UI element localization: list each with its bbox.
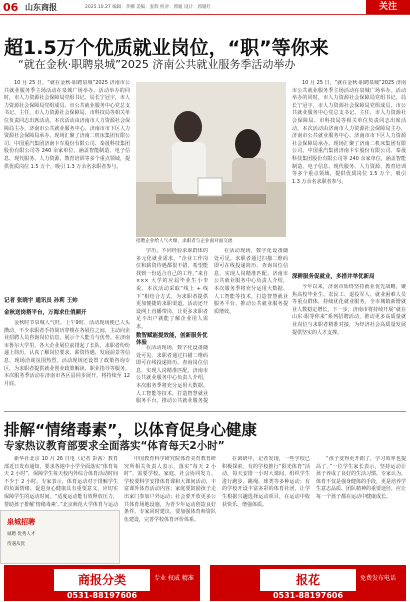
mini-ad-line2: 待遇从优 (7, 542, 25, 547)
story1-column-4 (214, 248, 288, 406)
story2-subheadline: 专家热议教育部要求全面落实“体育每天2小时” (4, 440, 225, 452)
page-number: 06 (3, 1, 19, 14)
story-divider (4, 411, 406, 412)
story2-column-4 (316, 456, 406, 562)
story1-col4-text: 在活动现场，数字化设备随处可见。求职者通过扫描二维码即可在线投递简历、查询岗位信息，实现人岗精准匹配。济南市公共就业服务中心负责人介绍，本次服务季将充分运用大数据、人工智能等技术，打造智慧就业服务平台，推动公共就业服务提质增效。 (214, 248, 288, 315)
mini-ad-line1: 诚聘 优秀人才 (7, 532, 36, 537)
story1-col6-text: 今年以来，济南市始终坚持就业优先战略，聚焦高校毕业生、农民工、退役军人、就业困难人员等重点群体，持续优化就业服务，全市城镇新增就业人数稳定增长。下一步，济南市将持续开展“就在山东·职等你来”系列招聘活动，推动更多高质量就业岗位与求职者精准对接，为经济社会高质量发展提供坚实的人才支撑。 (292, 284, 406, 336)
classified-ad-left-phone: 0531-88197606 (66, 591, 138, 600)
section-label: 关注 (366, 0, 410, 14)
story1-column-6 (292, 284, 406, 406)
story1-column-3b (136, 345, 208, 405)
story1-column-3 (136, 248, 208, 330)
story2-column-2 (124, 456, 216, 562)
classified-ad-right-tag: 免费发布电话 (360, 575, 397, 582)
classified-ad-left-tag: 专业 权威 精准 (154, 575, 194, 582)
story1-reporter: 记者 张晓宇 通讯员 孙莉 王帅 (4, 298, 78, 304)
story1-photo (136, 82, 286, 237)
story1-col1-text: 10 月 25 日，“就在金秋·职聘泉城”2025 济南市公共就业服务季主场活动在泉城广场举办。活动举办的同时，市人力资源社会保障局党组书记、局长宁冠宇，市人力资源社会保障局党组成员、市公共就业服务中心党总支书记、主任，市人力资源社会保障局、市科技局等相关单位负责同志出席活动。本次活动由济南市人力资源社会保障局主办，济南市公共就业服务中心、济南市市下区人力资源社会保障局承办。现场汇聚了济南二机床集团有限公司、中国重汽集团济南卡车股份有限公司、泰晟科技集团股份有限公司等 240 余家单位，涵盖智能制造、电子信息、现代服务、人力资源、教育培训等多个重点领域，提供优质岗位 1.5 万个，吸引 1.3 万余名求职者参与。 (4, 80, 130, 170)
story1-photo-caption: 招聘企业给人气火爆，求职者与企业面对面交流 (136, 239, 233, 244)
story1-col4-text-a: 在活动现场，数字化设备随处可见。求职者通过扫描二维码即可在线投递简历、查询岗位信息，实现人岗精准匹配。济南市公共就业服务中心负责人介绍，本次服务季将充分运用大数据、人工智能等技术，打造智慧就业服务平台，推动公共就业服务提 (136, 345, 208, 405)
mini-advertisement (0, 510, 120, 564)
story2-headline: 排解“情绪毒素”，以体育促身心健康 (4, 421, 257, 439)
masthead (0, 0, 410, 15)
story1-headline: 超1.5万个优质就业岗位，“职”等你来 (4, 37, 329, 59)
story2-col4-text: “孩子变得更开朗了，学习效率也提高了。”一位学生家长表示，坚持运动让孩子养成了良好的生活习惯。专家认为，体育不仅是强身健体的手段，更是培养学生意志品质、团队精神的重要途径，应让每一个孩子都在运动中健康成长。 (316, 456, 406, 500)
story1-column-5 (292, 80, 406, 270)
story1-col5-text: 10 月 25 日，“就在金秋·职聘泉城”2025 济南市公共就业服务季主场活动在泉城广场举办。活动举办的同时，市人力资源社会保障局党组书记、局长宁冠宇，市人力资源社会保障局党组成员、市公共就业服务中心党总支书记、主任，市人力资源社会保障局、市科技局等相关单位负责同志出席活动。本次活动由济南市人力资源社会保障局主办，济南市公共就业服务中心、济南市市下区人力资源社会保障局承办。现场汇聚了济南二机床集团有限公司、中国重汽集团济南卡车股份有限公司、泰晟科技集团股份有限公司等 240 余家单位，涵盖智能制造、电子信息、现代服务、人力资源、教育培训等多个重点领域，提供优质岗位 1.5 万个，吸引 1.3 万余名求职者参与。 (292, 80, 406, 185)
paper-name: 山东商报 (25, 3, 57, 12)
story1-col2-subhead: 金秋送岗搭平台，万海求仕俏颜开 (4, 310, 87, 316)
classified-ad-right (210, 565, 406, 601)
issue-meta: 2025.10.27 编辑：李娜 美编：张辉 校对：郭媛 设计：郭媛红 (85, 5, 211, 10)
job-fair-photo-illustration (136, 82, 286, 237)
story2-col3-text: 在调研中，记者发现，一些学校已积极探索。有的学校推行“阳光体育”活动，每天安排一小时大课间，组织学生进行跑步、跳绳、球类等多种运动；有的学校开设丰富多彩的体育社团，让学生根据兴趣选择运动项目，在运动中收获快乐、增强体质。 (222, 456, 310, 508)
classified-ad-left (4, 565, 200, 601)
story2-column-3 (222, 456, 310, 562)
classified-ad-right-title: 报花 (260, 569, 356, 591)
story1-col5-subhead: 深耕服务促就业，多措并举优新局 (292, 274, 375, 280)
mini-ad-title: 泉城招聘 (7, 518, 35, 526)
story2-col2-text: 中国教育科学研究院体育美育教育研究所相关负责人表示，落实“每天 2 小时”，需要学校、家庭、社会协同发力。学校要科学安排体育课和大课间活动，丰富课外体育活动内容；家庭要鼓励孩子走出家门参加户外运动；社会要开放更多公共体育场地设施，为青少年运动创造良好条件。专家同时建议，要加强体育师资队伍建设，完善学校体育评价体系。 (124, 456, 216, 523)
story1-column-2 (4, 320, 130, 404)
classified-ad-right-phone: 0531-88197606 (272, 591, 344, 600)
story1-subheadline: “就在金秋·职聘泉城”2025 济南公共就业服务季活动举办 (18, 58, 296, 71)
classified-ad-left-title: 商报分类 (54, 569, 150, 591)
story1-col2-text: 金秋时节泉城人气旺。上午9时，活动现场便已人头攒动，不少求职者手持简历穿梭在各展位之间，主动向企业招聘人员咨询岗位信息，展示个人能力与优势。在济南市鲁尔大学里，各大企业展位前排起了长队，求职者纷纷递上简历，认真了解岗位要求、薪资待遇、发展前景等信息，现场洽谈氛围热烈。活动现场还设置了政策咨询专区，为求职者提供就业创业政策解读、职业指导等服务。本次服务季活动在济南市各区县同步展开，将持续至 12 月底。 (4, 320, 130, 387)
story2-column-1 (4, 456, 118, 508)
story1-col3-subhead: 数智赋能提效能，创新服务优体验 (136, 333, 208, 346)
story1-col3-text: 学历、不同经验求职群体的多元化就业需求。“企业工作岗位和薪资待遇都很不错，希望能找到一份适合自己的工作。”来自 ××× 大学的应届毕业生小李说。本次活动采取“线上 + 线下”相结合方式，为求职者提供更加便捷的求职渠道。活动还开设网上直播带岗，让更多求职者足不出户就能了解企业用人需求。 (136, 248, 208, 330)
story2-col1-text: 新华社北京 10 月 26 日电（记者 彭茜）教育部近日发布通知，要求各地中小学全面落实“体育每天 2 小时”，保障学生每天校内外综合体育活动时间不少于 2 小时。专家表示，体育运动对于排解学生的负面情绪、促进身心健康具有重要意义，应切实保障学生的运动时间。“适度运动能有效释放压力，帮助孩子排解‘情绪毒素’。”北京师范大学体育与运动 (4, 456, 118, 508)
story1-column-1 (4, 80, 130, 294)
